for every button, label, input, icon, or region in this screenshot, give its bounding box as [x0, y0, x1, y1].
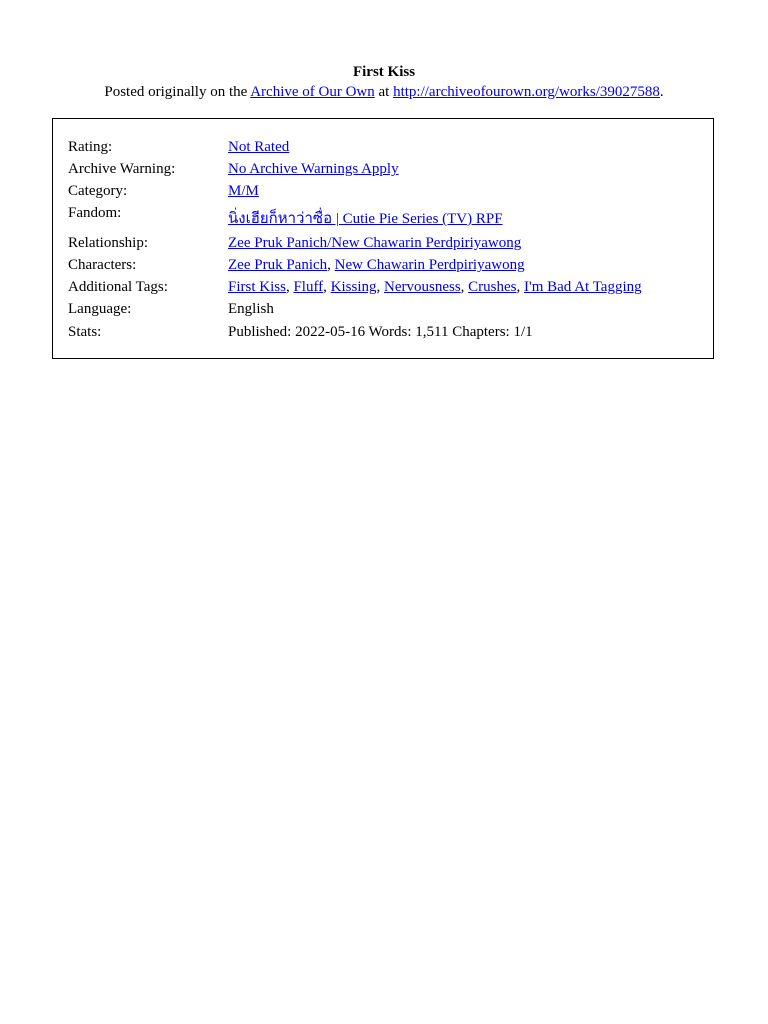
tag-link[interactable]: Nervousness [384, 279, 461, 295]
work-url-link[interactable]: http://archiveofourown.org/works/39027588 [393, 84, 660, 100]
posted-line [0, 82, 768, 102]
work-header [0, 62, 768, 102]
posted-prefix: Posted originally on the [104, 84, 251, 100]
separator: , [516, 279, 525, 295]
separator: , [285, 279, 294, 295]
category-label: Category: [68, 183, 128, 199]
work-metadata-box [52, 118, 714, 359]
stats-label: Stats: [68, 324, 102, 340]
warning-label: Archive Warning: [68, 161, 176, 177]
separator: , [460, 279, 469, 295]
tag-link[interactable]: Kissing [330, 279, 377, 295]
tag-link[interactable]: Crushes [468, 279, 517, 295]
tag-link[interactable]: Fluff [293, 279, 324, 295]
posted-middle: at [374, 84, 394, 100]
fandom-link[interactable]: นิ่งเฮียก็หาว่าซื่อ | Cutie Pie Series (TV) RPF [228, 211, 503, 227]
work-title: First Kiss [352, 64, 416, 80]
archive-link[interactable]: Archive of Our Own [250, 84, 375, 100]
stats-value: Published: 2022-05-16 Words: 1,511 Chapters: 1/1 [228, 324, 533, 340]
characters-label: Characters: [68, 257, 137, 273]
character-link[interactable]: Zee Pruk Panich [228, 257, 328, 273]
separator: , [376, 279, 385, 295]
fandom-label: Fandom: [68, 205, 122, 221]
character-link[interactable]: New Chawarin Perdpiriyawong [334, 257, 525, 273]
separator: , [327, 257, 335, 273]
relationship-link[interactable]: Zee Pruk Panich/New Chawarin Perdpiriyawong [228, 235, 522, 251]
category-link[interactable]: M/M [228, 183, 259, 199]
rating-link[interactable]: Not Rated [228, 139, 290, 155]
language-label: Language: [68, 301, 132, 317]
language-value: English [228, 301, 274, 317]
posted-suffix: . [659, 84, 664, 100]
tags-label: Additional Tags: [68, 279, 168, 295]
tag-link[interactable]: First Kiss [228, 279, 286, 295]
separator: , [323, 279, 331, 295]
relationship-label: Relationship: [68, 235, 148, 251]
tag-link[interactable]: I'm Bad At Tagging [524, 279, 642, 295]
warning-link[interactable]: No Archive Warnings Apply [228, 161, 399, 177]
rating-label: Rating: [68, 139, 113, 155]
